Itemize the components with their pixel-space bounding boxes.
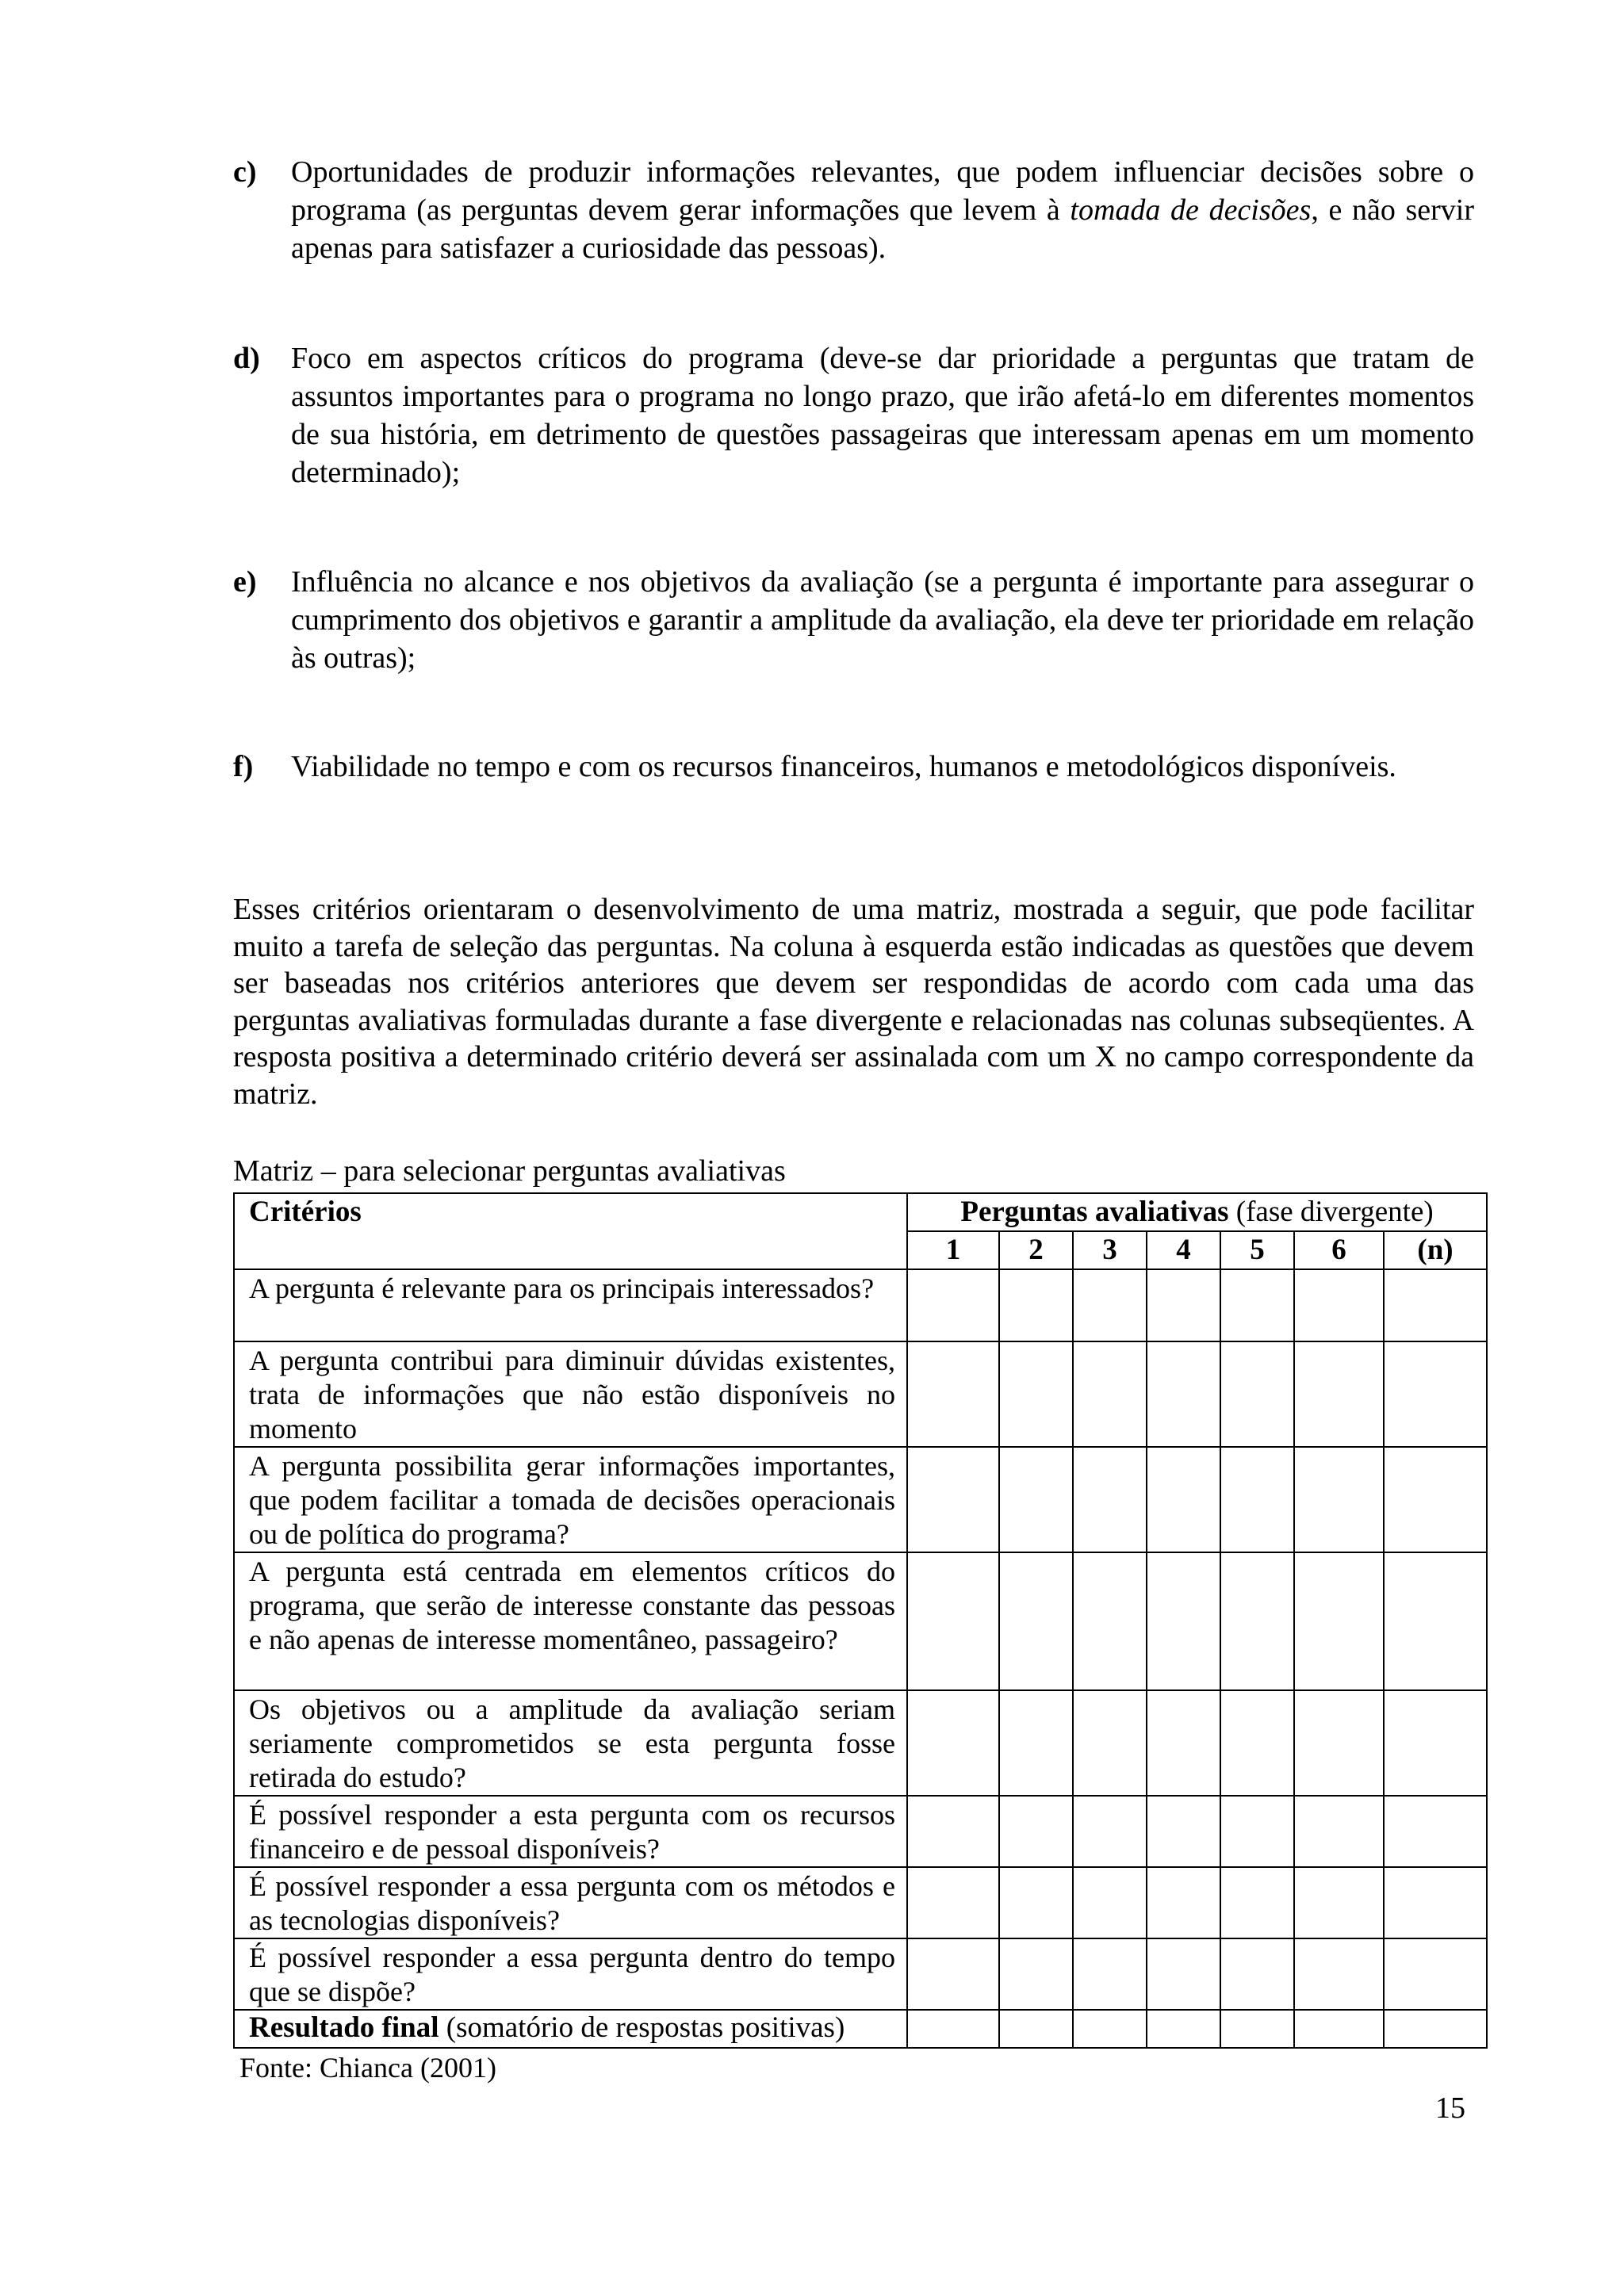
criterion-label: c) [233, 155, 257, 189]
answer-cell[interactable] [1073, 2010, 1147, 2048]
answer-cell[interactable] [999, 1552, 1073, 1690]
answer-cell[interactable] [1384, 1796, 1487, 1867]
answer-cell[interactable] [1147, 1447, 1220, 1552]
answer-cell[interactable] [1384, 1552, 1487, 1690]
answer-cell[interactable] [1384, 1690, 1487, 1796]
answer-cell[interactable] [1220, 1447, 1294, 1552]
table-source: Fonte: Chianca (2001) [239, 2052, 496, 2084]
criterion-question: É possível responder a essa pergunta com os métodos e as tecnologias disponíveis? [234, 1867, 907, 1938]
answer-cell[interactable] [1147, 1796, 1220, 1867]
answer-cell[interactable] [907, 1796, 999, 1867]
column-number: 6 [1294, 1231, 1384, 1269]
page-number: 15 [1435, 2091, 1465, 2125]
answer-cell[interactable] [1294, 1796, 1384, 1867]
criterion-text: Foco em aspectos críticos do programa (deve-se dar prioridade a perguntas que tratam de assuntos importantes para o programa no longo prazo, que irão afetá-lo em diferentes momentos de sua história, em detrimento de questões passageiras que interessam apenas em um momento determinado); [291, 342, 1474, 489]
table-row [234, 1269, 1487, 1341]
criterion-c [233, 153, 1474, 267]
answer-cell[interactable] [907, 1552, 999, 1690]
table-row [234, 1341, 1487, 1447]
answer-cell[interactable] [1073, 1690, 1147, 1796]
answer-cell[interactable] [999, 2010, 1073, 2048]
answer-cell[interactable] [999, 1447, 1073, 1552]
table-row [234, 1938, 1487, 2010]
answer-cell[interactable] [907, 1867, 999, 1938]
answer-cell[interactable] [999, 1690, 1073, 1796]
column-number: (n) [1384, 1231, 1487, 1269]
answer-cell[interactable] [1384, 1447, 1487, 1552]
criterion-question: A pergunta é relevante para os principais interessados? [234, 1269, 907, 1341]
answer-cell[interactable] [907, 1690, 999, 1796]
criterion-text: Oportunidades de produzir informações relevantes, que podem influenciar decisões sobre o programa (as perguntas devem gerar informações que levem à tomada de decisões, e não servir apenas para satisfazer a curiosidade das pessoas). [291, 155, 1474, 265]
criteria-header: Critérios [234, 1193, 907, 1269]
criterion-question: A pergunta contribui para diminuir dúvidas existentes, trata de informações que não estão disponíveis no momento [234, 1341, 907, 1447]
answer-cell[interactable] [1294, 1938, 1384, 2010]
criterion-label: d) [233, 342, 260, 375]
answer-cell[interactable] [1220, 2010, 1294, 2048]
column-number: 2 [999, 1231, 1073, 1269]
answer-cell[interactable] [999, 1938, 1073, 2010]
answer-cell[interactable] [1384, 1341, 1487, 1447]
answer-cell[interactable] [907, 1447, 999, 1552]
answer-cell[interactable] [1220, 1552, 1294, 1690]
answer-cell[interactable] [1384, 2010, 1487, 2048]
answer-cell[interactable] [1147, 1690, 1220, 1796]
criterion-question: A pergunta está centrada em elementos críticos do programa, que serão de interesse constante das pessoas e não apenas de interesse momentâneo, passageiro? [234, 1552, 907, 1690]
column-number: 3 [1073, 1231, 1147, 1269]
answer-cell[interactable] [1294, 1447, 1384, 1552]
answer-cell[interactable] [1147, 1867, 1220, 1938]
column-number: 1 [907, 1231, 999, 1269]
answer-cell[interactable] [1220, 1867, 1294, 1938]
criterion-text: Viabilidade no tempo e com os recursos financeiros, humanos e metodológicos disponíveis. [291, 750, 1396, 783]
criterion-question: É possível responder a essa pergunta dentro do tempo que se dispõe? [234, 1938, 907, 2010]
table-caption: Matriz – para selecionar perguntas avaliativas [233, 1154, 786, 1188]
selection-matrix [233, 1192, 1488, 2049]
answer-cell[interactable] [999, 1867, 1073, 1938]
questions-header: Perguntas avaliativas (fase divergente) [907, 1193, 1487, 1231]
answer-cell[interactable] [1073, 1552, 1147, 1690]
table-row [234, 1690, 1487, 1796]
answer-cell[interactable] [1073, 1867, 1147, 1938]
criterion-question: Os objetivos ou a amplitude da avaliação seriam seriamente comprometidos se esta pergunta fosse retirada do estudo? [234, 1690, 907, 1796]
table-row [234, 1552, 1487, 1690]
answer-cell[interactable] [1220, 1269, 1294, 1341]
answer-cell[interactable] [907, 1938, 999, 2010]
column-number: 4 [1147, 1231, 1220, 1269]
criterion-label: f) [233, 750, 254, 783]
answer-cell[interactable] [1384, 1938, 1487, 2010]
answer-cell[interactable] [1294, 2010, 1384, 2048]
answer-cell[interactable] [999, 1796, 1073, 1867]
answer-cell[interactable] [1073, 1938, 1147, 2010]
criterion-text: Influência no alcance e nos objetivos da avaliação (se a pergunta é importante para assegurar o cumprimento dos objetivos e garantir a amplitude da avaliação, ela deve ter prioridade em relação às outras); [291, 565, 1474, 675]
answer-cell[interactable] [1384, 1269, 1487, 1341]
answer-cell[interactable] [1294, 1341, 1384, 1447]
answer-cell[interactable] [1073, 1341, 1147, 1447]
answer-cell[interactable] [1147, 1552, 1220, 1690]
answer-cell[interactable] [1147, 1341, 1220, 1447]
answer-cell[interactable] [907, 1341, 999, 1447]
answer-cell[interactable] [1220, 1690, 1294, 1796]
answer-cell[interactable] [1294, 1552, 1384, 1690]
emphasis-text: tomada de decisões [1070, 193, 1312, 227]
final-result-label: Resultado final (somatório de respostas positivas) [234, 2010, 907, 2048]
table-row [234, 1796, 1487, 1867]
answer-cell[interactable] [1220, 1938, 1294, 2010]
answer-cell[interactable] [999, 1269, 1073, 1341]
criterion-question: A pergunta possibilita gerar informações importantes, que podem facilitar a tomada de decisões operacionais ou de política do programa? [234, 1447, 907, 1552]
answer-cell[interactable] [1294, 1269, 1384, 1341]
answer-cell[interactable] [1147, 1938, 1220, 2010]
table-row [234, 1867, 1487, 1938]
column-number: 5 [1220, 1231, 1294, 1269]
answer-cell[interactable] [1073, 1269, 1147, 1341]
answer-cell[interactable] [1147, 2010, 1220, 2048]
criterion-label: e) [233, 565, 257, 599]
answer-cell[interactable] [1294, 1867, 1384, 1938]
answer-cell[interactable] [907, 1269, 999, 1341]
table-row-final [234, 2010, 1487, 2048]
criterion-e [233, 563, 1474, 677]
answer-cell[interactable] [1384, 1867, 1487, 1938]
criterion-d [233, 339, 1474, 492]
answer-cell[interactable] [1147, 1269, 1220, 1341]
intro-paragraph: Esses critérios orientaram o desenvolvimento de uma matriz, mostrada a seguir, que pode facilitar muito a tarefa de seleção das perguntas. Na coluna à esquerda estão indicadas as questões que devem ser baseadas nos critérios anteriores que devem ser respondidas de acordo com cada uma das perguntas avaliativas formuladas durante a fase divergente e relacionadas nas colunas subseqüentes. A resposta positiva a determinado critério deverá ser assinalada com um X no campo correspondente da matriz. [233, 893, 1474, 1111]
table-row [234, 1447, 1487, 1552]
answer-cell[interactable] [1073, 1796, 1147, 1867]
criterion-f [233, 748, 1474, 786]
answer-cell[interactable] [1294, 1690, 1384, 1796]
criterion-question: É possível responder a esta pergunta com os recursos financeiro e de pessoal disponíveis? [234, 1796, 907, 1867]
answer-cell[interactable] [999, 1341, 1073, 1447]
answer-cell[interactable] [1220, 1341, 1294, 1447]
answer-cell[interactable] [1220, 1796, 1294, 1867]
answer-cell[interactable] [1073, 1447, 1147, 1552]
answer-cell[interactable] [907, 2010, 999, 2048]
